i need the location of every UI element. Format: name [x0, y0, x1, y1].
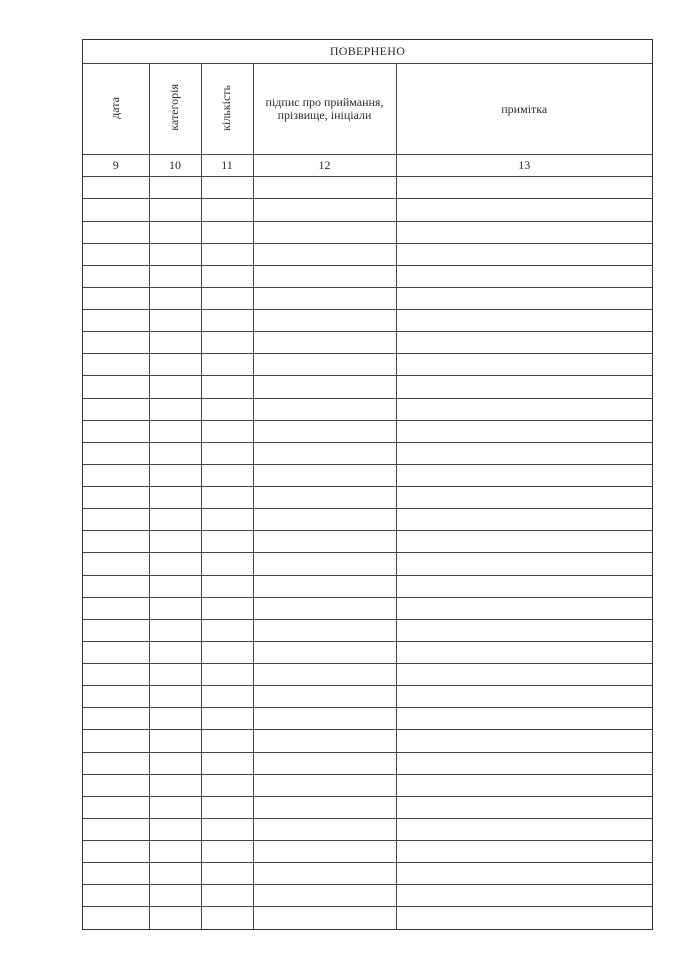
category-cell: [149, 509, 201, 531]
note-cell: [396, 420, 652, 442]
signature-cell: [253, 796, 396, 818]
table-row: [83, 376, 652, 398]
note-cell: [396, 398, 652, 420]
category-cell: [149, 464, 201, 486]
category-cell: [149, 841, 201, 863]
column-header-quantity: [201, 64, 253, 155]
date-cell: [83, 442, 149, 464]
signature-cell: [253, 354, 396, 376]
date-cell: [83, 509, 149, 531]
column-label-signature: підпис про приймання, прізвище, ініціали: [265, 94, 384, 123]
table-row: [83, 310, 652, 332]
date-cell: [83, 464, 149, 486]
quantity-cell: [201, 354, 253, 376]
category-cell: [149, 243, 201, 265]
note-cell: [396, 708, 652, 730]
note-cell: [396, 376, 652, 398]
signature-cell: [253, 487, 396, 509]
column-label-date: дата: [108, 96, 123, 119]
note-cell: [396, 841, 652, 863]
note-cell: [396, 619, 652, 641]
category-cell: [149, 686, 201, 708]
table-row: [83, 730, 652, 752]
table-row: [83, 199, 652, 221]
column-header-signature: [253, 64, 396, 155]
section-title: ПОВЕРНЕНО: [83, 40, 652, 64]
category-cell: [149, 619, 201, 641]
table-row: [83, 487, 652, 509]
signature-cell: [253, 686, 396, 708]
date-cell: [83, 686, 149, 708]
table-row: [83, 177, 652, 199]
table-row: [83, 863, 652, 885]
note-cell: [396, 199, 652, 221]
signature-cell: [253, 708, 396, 730]
quantity-cell: [201, 398, 253, 420]
column-header-row: [83, 64, 652, 155]
quantity-cell: [201, 221, 253, 243]
table-row: [83, 420, 652, 442]
category-cell: [149, 774, 201, 796]
note-cell: [396, 487, 652, 509]
date-cell: [83, 796, 149, 818]
category-cell: [149, 796, 201, 818]
column-header-date: [83, 64, 149, 155]
quantity-cell: [201, 553, 253, 575]
column-number-row: [83, 155, 652, 177]
note-cell: [396, 464, 652, 486]
quantity-cell: [201, 531, 253, 553]
date-cell: [83, 265, 149, 287]
date-cell: [83, 398, 149, 420]
signature-cell: [253, 376, 396, 398]
quantity-cell: [201, 752, 253, 774]
date-cell: [83, 243, 149, 265]
note-cell: [396, 575, 652, 597]
category-cell: [149, 553, 201, 575]
note-cell: [396, 752, 652, 774]
signature-cell: [253, 641, 396, 663]
column-header-note: [396, 64, 652, 155]
quantity-cell: [201, 575, 253, 597]
table-row: [83, 287, 652, 309]
table-row: [83, 841, 652, 863]
signature-cell: [253, 841, 396, 863]
quantity-cell: [201, 464, 253, 486]
table-row: [83, 752, 652, 774]
note-cell: [396, 287, 652, 309]
note-cell: [396, 509, 652, 531]
category-cell: [149, 442, 201, 464]
signature-cell: [253, 531, 396, 553]
category-cell: [149, 287, 201, 309]
note-cell: [396, 796, 652, 818]
table-row: [83, 575, 652, 597]
signature-cell: [253, 243, 396, 265]
signature-cell: [253, 199, 396, 221]
category-cell: [149, 752, 201, 774]
note-cell: [396, 907, 652, 929]
category-cell: [149, 310, 201, 332]
date-cell: [83, 177, 149, 199]
signature-cell: [253, 442, 396, 464]
date-cell: [83, 907, 149, 929]
quantity-cell: [201, 641, 253, 663]
column-label-note: примітка: [501, 101, 548, 116]
note-cell: [396, 863, 652, 885]
signature-cell: [253, 332, 396, 354]
table-row: [83, 265, 652, 287]
quantity-cell: [201, 487, 253, 509]
table-row: [83, 907, 652, 929]
table-row: [83, 442, 652, 464]
category-cell: [149, 664, 201, 686]
date-cell: [83, 221, 149, 243]
quantity-cell: [201, 310, 253, 332]
date-cell: [83, 708, 149, 730]
note-cell: [396, 221, 652, 243]
quantity-cell: [201, 420, 253, 442]
category-cell: [149, 398, 201, 420]
category-cell: [149, 199, 201, 221]
category-cell: [149, 818, 201, 840]
column-label-quantity: кількість: [219, 84, 234, 131]
note-cell: [396, 310, 652, 332]
date-cell: [83, 575, 149, 597]
table-row: [83, 774, 652, 796]
quantity-cell: [201, 796, 253, 818]
note-cell: [396, 265, 652, 287]
date-cell: [83, 774, 149, 796]
quantity-cell: [201, 885, 253, 907]
table-row: [83, 619, 652, 641]
quantity-cell: [201, 818, 253, 840]
quantity-cell: [201, 730, 253, 752]
date-cell: [83, 487, 149, 509]
category-cell: [149, 907, 201, 929]
quantity-cell: [201, 177, 253, 199]
quantity-cell: [201, 509, 253, 531]
quantity-cell: [201, 686, 253, 708]
quantity-cell: [201, 597, 253, 619]
signature-cell: [253, 863, 396, 885]
note-cell: [396, 664, 652, 686]
signature-cell: [253, 664, 396, 686]
signature-cell: [253, 774, 396, 796]
signature-cell: [253, 619, 396, 641]
category-cell: [149, 221, 201, 243]
quantity-cell: [201, 199, 253, 221]
quantity-cell: [201, 265, 253, 287]
date-cell: [83, 199, 149, 221]
date-cell: [83, 531, 149, 553]
quantity-cell: [201, 774, 253, 796]
ledger-form: [82, 39, 653, 930]
table-row: [83, 509, 652, 531]
returned-table: [83, 40, 652, 929]
date-cell: [83, 664, 149, 686]
signature-cell: [253, 509, 396, 531]
table-row: [83, 354, 652, 376]
table-row: [83, 221, 652, 243]
date-cell: [83, 597, 149, 619]
note-cell: [396, 774, 652, 796]
column-number-quantity: 11: [201, 155, 253, 177]
date-cell: [83, 730, 149, 752]
quantity-cell: [201, 664, 253, 686]
date-cell: [83, 752, 149, 774]
quantity-cell: [201, 442, 253, 464]
column-header-category: [149, 64, 201, 155]
table-row: [83, 398, 652, 420]
quantity-cell: [201, 708, 253, 730]
note-cell: [396, 332, 652, 354]
table-row: [83, 885, 652, 907]
category-cell: [149, 708, 201, 730]
date-cell: [83, 553, 149, 575]
date-cell: [83, 863, 149, 885]
category-cell: [149, 420, 201, 442]
column-number-category: 10: [149, 155, 201, 177]
signature-cell: [253, 287, 396, 309]
date-cell: [83, 310, 149, 332]
table-row: [83, 243, 652, 265]
table-row: [83, 553, 652, 575]
table-row: [83, 686, 652, 708]
category-cell: [149, 332, 201, 354]
note-cell: [396, 730, 652, 752]
date-cell: [83, 332, 149, 354]
signature-cell: [253, 885, 396, 907]
category-cell: [149, 531, 201, 553]
table-row: [83, 597, 652, 619]
signature-cell: [253, 265, 396, 287]
note-cell: [396, 354, 652, 376]
category-cell: [149, 863, 201, 885]
signature-cell: [253, 221, 396, 243]
column-number-note: 13: [396, 155, 652, 177]
note-cell: [396, 553, 652, 575]
category-cell: [149, 177, 201, 199]
table-row: [83, 796, 652, 818]
signature-cell: [253, 597, 396, 619]
category-cell: [149, 376, 201, 398]
note-cell: [396, 885, 652, 907]
category-cell: [149, 885, 201, 907]
quantity-cell: [201, 619, 253, 641]
date-cell: [83, 287, 149, 309]
date-cell: [83, 619, 149, 641]
category-cell: [149, 730, 201, 752]
table-row: [83, 332, 652, 354]
quantity-cell: [201, 376, 253, 398]
date-cell: [83, 885, 149, 907]
date-cell: [83, 641, 149, 663]
signature-cell: [253, 818, 396, 840]
category-cell: [149, 575, 201, 597]
signature-cell: [253, 177, 396, 199]
category-cell: [149, 354, 201, 376]
note-cell: [396, 641, 652, 663]
signature-cell: [253, 310, 396, 332]
signature-cell: [253, 464, 396, 486]
table-row: [83, 641, 652, 663]
signature-cell: [253, 420, 396, 442]
note-cell: [396, 818, 652, 840]
quantity-cell: [201, 243, 253, 265]
note-cell: [396, 243, 652, 265]
note-cell: [396, 597, 652, 619]
column-number-date: 9: [83, 155, 149, 177]
note-cell: [396, 442, 652, 464]
table-row: [83, 664, 652, 686]
date-cell: [83, 376, 149, 398]
signature-cell: [253, 730, 396, 752]
note-cell: [396, 686, 652, 708]
category-cell: [149, 265, 201, 287]
title-row: [83, 40, 652, 64]
note-cell: [396, 177, 652, 199]
category-cell: [149, 597, 201, 619]
signature-cell: [253, 752, 396, 774]
quantity-cell: [201, 907, 253, 929]
date-cell: [83, 420, 149, 442]
quantity-cell: [201, 287, 253, 309]
date-cell: [83, 818, 149, 840]
date-cell: [83, 354, 149, 376]
signature-cell: [253, 575, 396, 597]
table-row: [83, 818, 652, 840]
signature-cell: [253, 907, 396, 929]
note-cell: [396, 531, 652, 553]
signature-cell: [253, 398, 396, 420]
quantity-cell: [201, 841, 253, 863]
table-row: [83, 531, 652, 553]
category-cell: [149, 487, 201, 509]
quantity-cell: [201, 863, 253, 885]
signature-cell: [253, 553, 396, 575]
date-cell: [83, 841, 149, 863]
table-row: [83, 464, 652, 486]
column-label-category: категорія: [167, 84, 182, 131]
category-cell: [149, 641, 201, 663]
column-number-signature: 12: [253, 155, 396, 177]
quantity-cell: [201, 332, 253, 354]
table-row: [83, 708, 652, 730]
